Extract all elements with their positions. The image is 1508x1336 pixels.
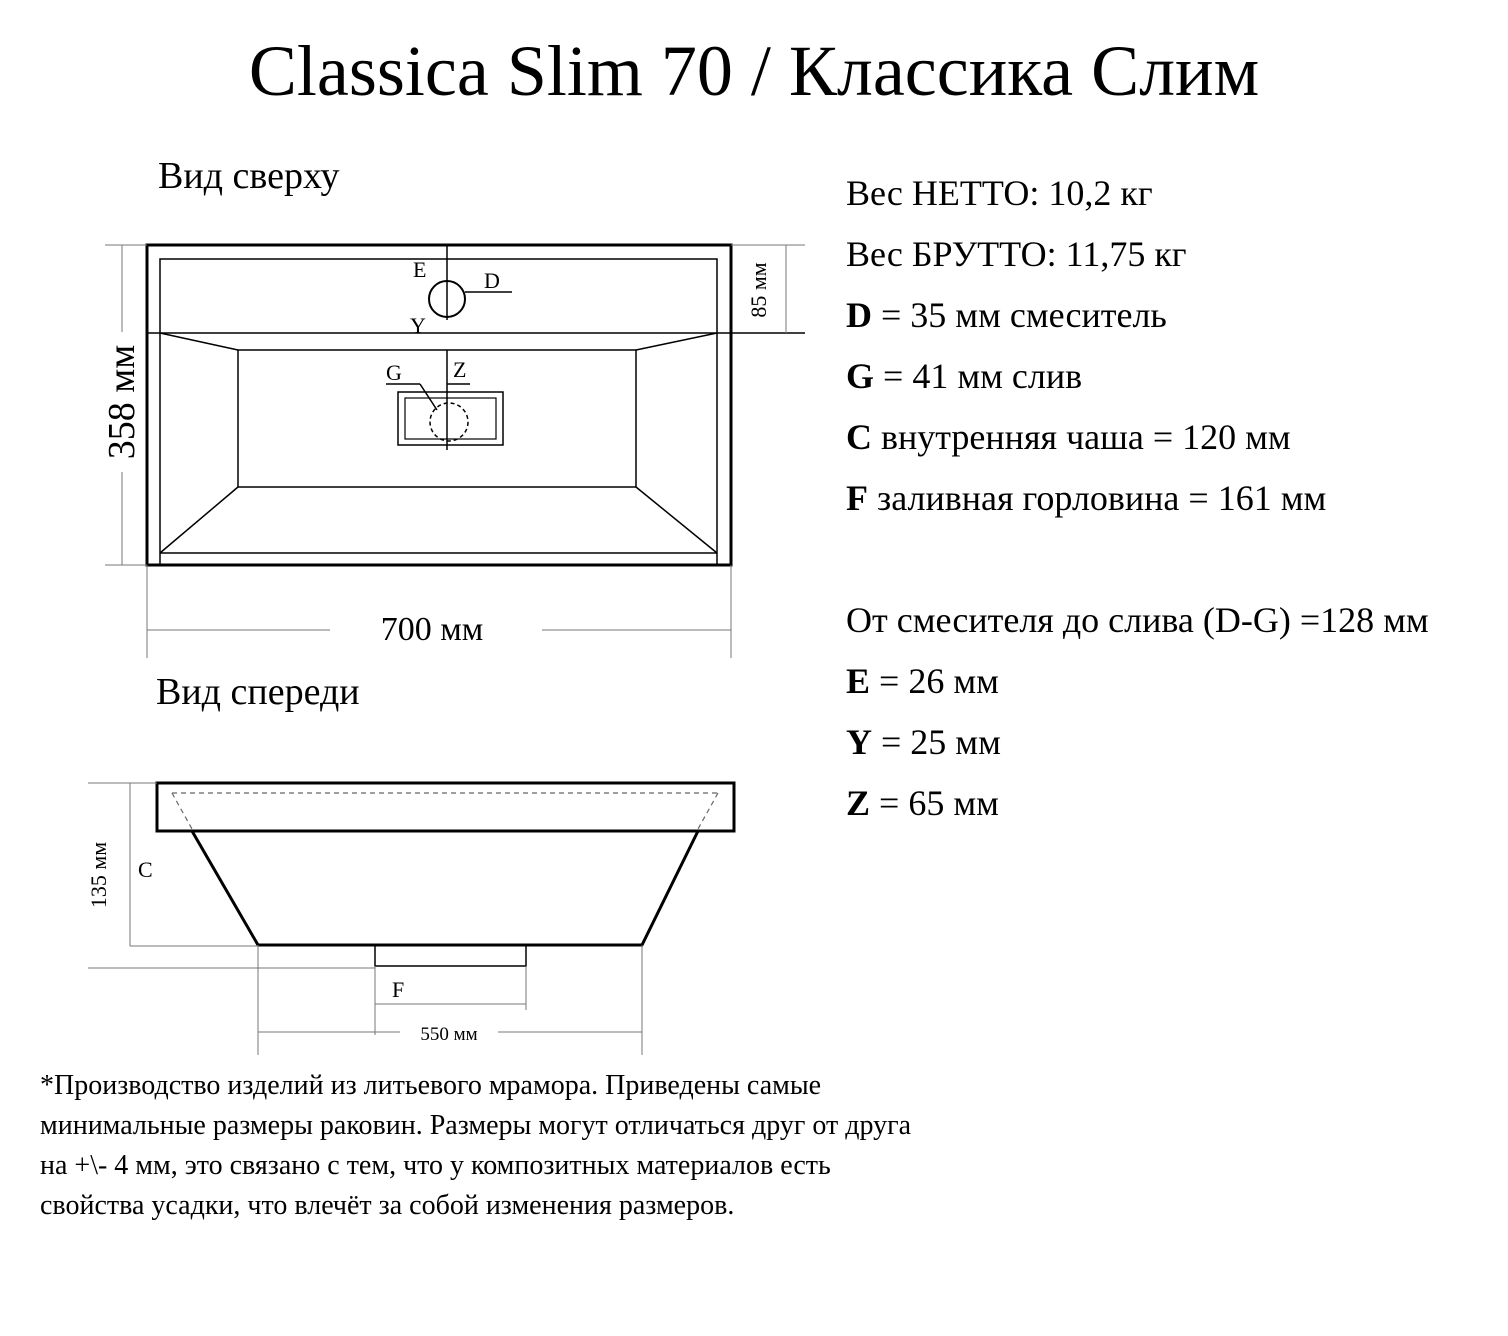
front-view-label: Вид спереди bbox=[156, 671, 360, 713]
front-top-slab bbox=[157, 783, 734, 831]
width-dimension-label: 700 мм bbox=[380, 611, 484, 648]
base-dimension-label: 550 мм bbox=[420, 1024, 478, 1045]
top-inner-rim bbox=[160, 259, 717, 565]
marker-y: Y bbox=[410, 313, 426, 338]
front-hidden-lines bbox=[172, 793, 718, 829]
depth-dimension-label: 358 мм bbox=[101, 344, 143, 460]
bowl-floor bbox=[238, 350, 636, 487]
spec-e: E = 26 мм bbox=[846, 661, 999, 701]
front-bowl-outline bbox=[192, 831, 698, 945]
spec-y: Y = 25 мм bbox=[846, 722, 1001, 762]
spec-f: F заливная горловина = 161 мм bbox=[846, 478, 1327, 518]
marker-z: Z bbox=[453, 357, 467, 382]
g-leader bbox=[420, 384, 437, 410]
marker-e: E bbox=[413, 257, 427, 282]
marker-g: G bbox=[386, 360, 402, 385]
drain-box-outer bbox=[398, 392, 503, 445]
page-title: Classica Slim 70 / Классика Слим bbox=[248, 31, 1260, 111]
marker-c: C bbox=[138, 857, 153, 882]
height-dimension-label: 135 мм bbox=[86, 841, 111, 909]
spec-d-g: От смесителя до слива (D-G) =128 мм bbox=[846, 600, 1429, 640]
marker-f: F bbox=[392, 977, 405, 1002]
footnote: *Производство изделий из литьевого мрамора. Приведены самые минимальные размеры раковин. Размеры могут отличаться друг от друга на +\- 4 мм, это связано с тем, что у композитных материалов есть свойства усадки, что влечёт за собой изменения размеров. bbox=[40, 1070, 911, 1221]
spec-gross-weight: Вес БРУТТО: 11,75 кг bbox=[846, 234, 1187, 274]
spec-net-weight: Вес НЕТТО: 10,2 кг bbox=[846, 173, 1153, 213]
front-drain-neck bbox=[375, 945, 526, 966]
drain-box-inner bbox=[405, 398, 496, 439]
spec-g: G = 41 мм слив bbox=[846, 356, 1083, 396]
marker-d: D bbox=[484, 268, 500, 293]
spec-d: D = 35 мм смеситель bbox=[846, 295, 1167, 335]
ledge-dimension-label: 85 мм bbox=[746, 262, 771, 318]
spec-z: Z = 65 мм bbox=[846, 783, 999, 823]
height-dimension-lines bbox=[88, 783, 375, 968]
bowl-bevel-lines bbox=[160, 333, 717, 553]
spec-c: C внутренняя чаша = 120 мм bbox=[846, 417, 1291, 457]
top-view-label: Вид сверху bbox=[158, 155, 340, 197]
